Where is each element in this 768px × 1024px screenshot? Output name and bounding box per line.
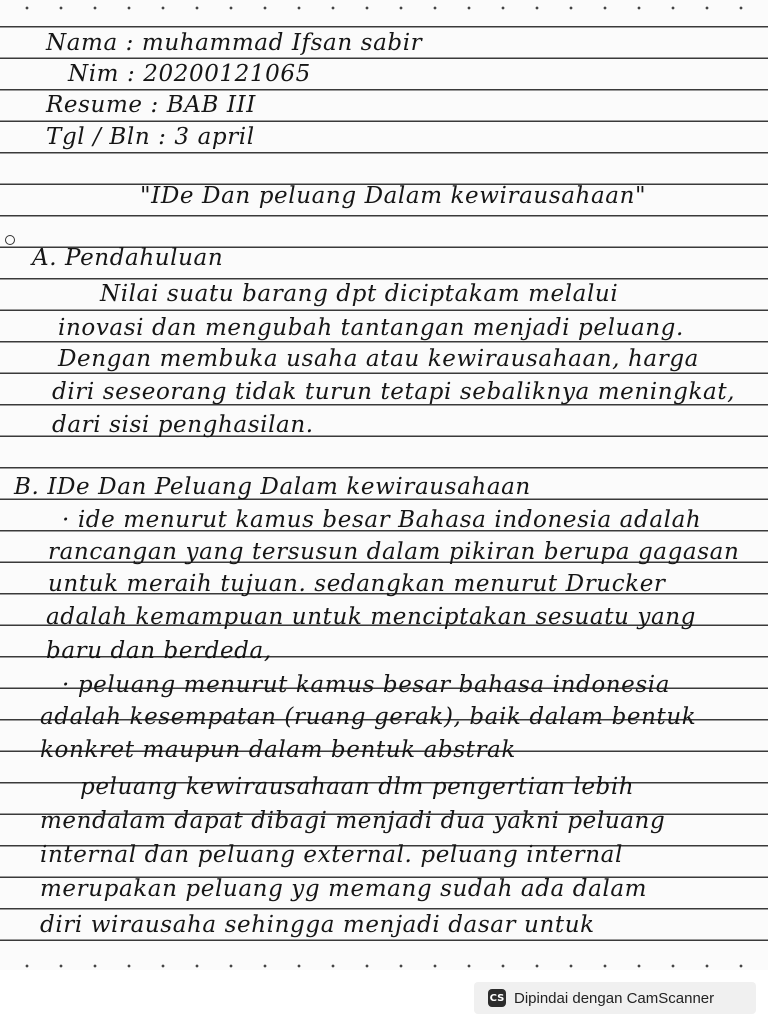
note-line: peluang kewirausahaan dlm pengertian lebih	[80, 774, 635, 800]
note-line: diri seseorang tidak turun tetapi sebaliknya meningkat,	[52, 379, 736, 405]
note-line: Tgl / Bln : 3 april	[46, 124, 255, 150]
camscanner-watermark	[474, 982, 756, 1014]
note-line: konkret maupun dalam bentuk abstrak	[40, 737, 516, 763]
note-line: diri wirausaha sehingga menjadi dasar untuk	[40, 912, 595, 938]
note-line: mendalam dapat dibagi menjadi dua yakni peluang	[40, 808, 666, 834]
watermark-text: Dipindai dengan CamScanner	[514, 989, 715, 1007]
note-line: inovasi dan mengubah tantangan menjadi peluang.	[58, 315, 684, 341]
note-line: · peluang menurut kamus besar bahasa indonesia	[62, 672, 671, 698]
note-line: Nim : 20200121065	[68, 61, 311, 87]
camscanner-icon: CS	[488, 989, 506, 1007]
note-line: adalah kemampuan untuk menciptakan sesuatu yang	[46, 604, 696, 630]
note-line: dari sisi penghasilan.	[52, 412, 314, 438]
top-dot-row	[0, 0, 768, 16]
note-line: adalah kesempatan (ruang gerak), baik dalam bentuk	[40, 704, 697, 730]
note-line: baru dan berdeda,	[46, 638, 272, 664]
bottom-dot-row	[0, 958, 768, 974]
note-line: Nilai suatu barang dpt diciptakam melalui	[100, 281, 619, 307]
note-line: Resume : BAB III	[46, 92, 256, 118]
note-line: merupakan peluang yg memang sudah ada dalam	[40, 876, 648, 902]
note-line: Dengan membuka usaha atau kewirausahaan, harga	[58, 346, 699, 372]
binder-hole	[5, 235, 15, 245]
note-line: · ide menurut kamus besar Bahasa indonesia adalah	[62, 507, 702, 533]
section-heading: A. Pendahuluan	[32, 245, 224, 271]
note-line: untuk meraih tujuan. sedangkan menurut Drucker	[48, 571, 666, 597]
note-line: rancangan yang tersusun dalam pikiran berupa gagasan	[48, 539, 740, 565]
note-line: internal dan peluang external. peluang internal	[40, 842, 623, 868]
note-title: "IDe Dan peluang Dalam kewirausahaan"	[140, 183, 647, 209]
section-heading: B. IDe Dan Peluang Dalam kewirausahaan	[14, 474, 531, 500]
note-line: Nama : muhammad Ifsan sabir	[46, 30, 423, 56]
